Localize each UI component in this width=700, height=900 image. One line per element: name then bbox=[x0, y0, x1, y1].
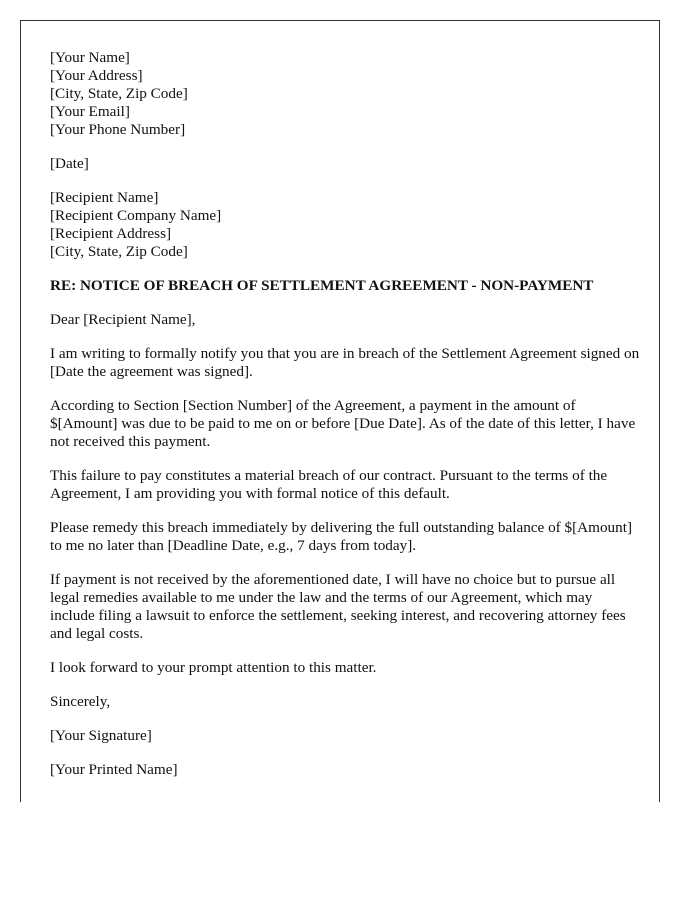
sender-phone: [Your Phone Number] bbox=[50, 121, 186, 138]
sender-block bbox=[50, 49, 640, 139]
recipient-address: [Recipient Address] bbox=[50, 225, 172, 242]
body-paragraph-3: This failure to pay constitutes a material breach of our contract. Pursuant to the terms of the Agreement, I am providing you with formal notice of this default. bbox=[50, 467, 608, 502]
recipient-city-state-zip: [City, State, Zip Code] bbox=[50, 243, 188, 260]
printed-name: [Your Printed Name] bbox=[50, 761, 178, 778]
subject-line: RE: NOTICE OF BREACH OF SETTLEMENT AGREEMENT - NON-PAYMENT bbox=[50, 277, 594, 294]
sender-city-state-zip: [City, State, Zip Code] bbox=[50, 85, 188, 102]
body-paragraph-1: I am writing to formally notify you that you are in breach of the Settlement Agreement signed on [Date the agreement was signed]. bbox=[50, 345, 640, 380]
sender-name: [Your Name] bbox=[50, 49, 130, 66]
letter-page bbox=[20, 20, 660, 802]
sender-address: [Your Address] bbox=[50, 67, 143, 84]
closing: Sincerely, bbox=[50, 693, 111, 710]
letter-date: [Date] bbox=[50, 155, 89, 172]
signature: [Your Signature] bbox=[50, 727, 152, 744]
recipient-name: [Recipient Name] bbox=[50, 189, 159, 206]
body-paragraph-5: If payment is not received by the aforementioned date, I will have no choice but to pursue all legal remedies available to me under the law and the terms of our Agreement, which may include filing a lawsuit to enforce the settlement, seeking interest, and recovering attorney fees and legal costs. bbox=[50, 571, 626, 642]
recipient-block bbox=[50, 189, 640, 261]
salutation: Dear [Recipient Name], bbox=[50, 311, 196, 328]
body-paragraph-6: I look forward to your prompt attention to this matter. bbox=[50, 659, 377, 676]
recipient-company: [Recipient Company Name] bbox=[50, 207, 222, 224]
date-block bbox=[50, 155, 640, 173]
body-paragraph-4: Please remedy this breach immediately by delivering the full outstanding balance of $[Amount] to me no later than [Deadline Date, e.g., 7 days from today]. bbox=[50, 519, 633, 554]
sender-email: [Your Email] bbox=[50, 103, 130, 120]
body-paragraph-2: According to Section [Section Number] of the Agreement, a payment in the amount of $[Amount] was due to be paid to me on or before [Due Date]. As of the date of this letter, I have not received this payment. bbox=[50, 397, 636, 450]
letter-content bbox=[50, 49, 640, 795]
